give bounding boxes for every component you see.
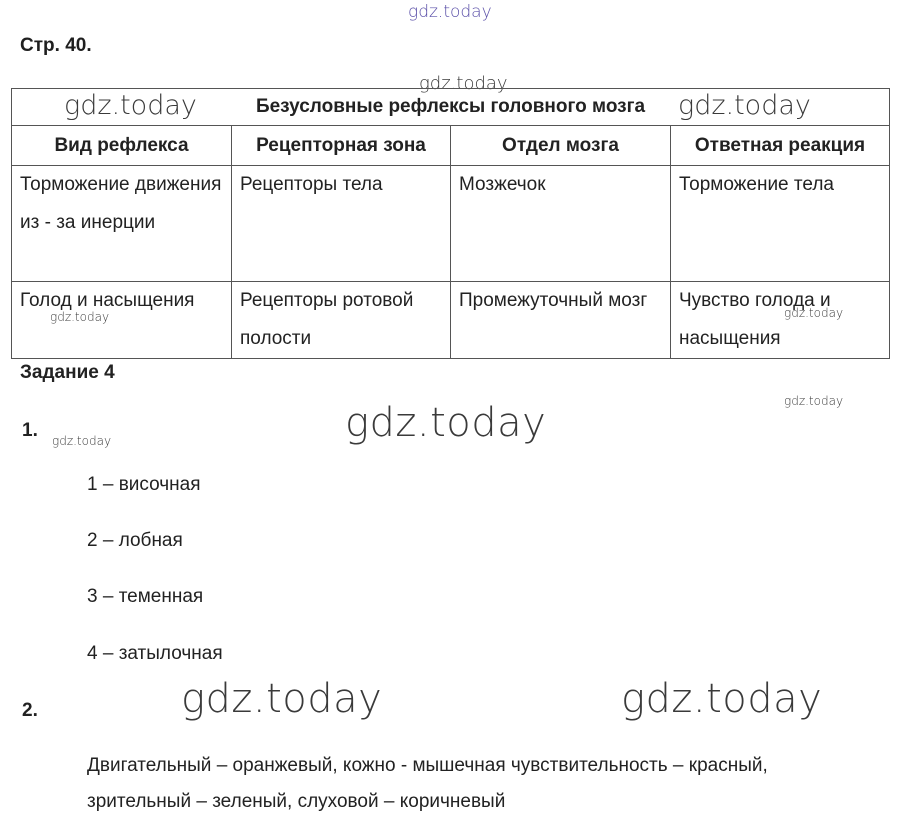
answer-text: Двигательный – оранжевый, кожно - мышечная чувствительность – красный, зрительный – зеленый, слуховой – коричневый: [87, 755, 768, 812]
table-title: Безусловные рефлексы головного мозга: [12, 89, 890, 126]
list-item: 3 – теменная: [87, 586, 204, 607]
reflex-table: [11, 88, 890, 359]
watermark: gdz.today: [784, 306, 844, 320]
column-header: Ответная реакция: [671, 126, 890, 166]
watermark: gdz.today: [784, 394, 844, 408]
task-title: Задание 4: [20, 362, 115, 383]
list-item: 1 – височная: [87, 474, 201, 495]
table-cell: Промежуточный мозг: [451, 282, 671, 359]
watermark: gdz.today: [621, 676, 823, 722]
table-cell: Чувство голода и насыщения: [671, 282, 890, 359]
watermark: gdz.today: [345, 400, 547, 446]
watermark: gdz.today: [50, 310, 110, 324]
column-header: Рецепторная зона: [232, 126, 451, 166]
table-cell: Рецепторы ротовой полости: [232, 282, 451, 359]
question-number: 2.: [22, 700, 38, 721]
watermark: gdz.today: [419, 73, 508, 94]
column-header: Отдел мозга: [451, 126, 671, 166]
column-header: Вид рефлекса: [12, 126, 232, 166]
watermark: gdz.today: [678, 90, 811, 121]
table-row: [12, 166, 890, 282]
watermark: gdz.today: [181, 676, 383, 722]
table-cell: Мозжечок: [451, 166, 671, 282]
table-cell: Торможение тела: [671, 166, 890, 282]
table-cell: Рецепторы тела: [232, 166, 451, 282]
table-cell: Голод и насыщения: [12, 282, 232, 359]
watermark: gdz.today: [408, 2, 492, 22]
page-label: Стр. 40.: [20, 35, 92, 56]
list-item: 4 – затылочная: [87, 643, 223, 664]
watermark: gdz.today: [52, 434, 112, 448]
question-number: 1.: [22, 420, 38, 441]
table-cell: Торможение движения из - за инерции: [12, 166, 232, 282]
watermark: gdz.today: [64, 90, 197, 121]
table-row: [12, 282, 890, 359]
list-item: 2 – лобная: [87, 530, 183, 551]
